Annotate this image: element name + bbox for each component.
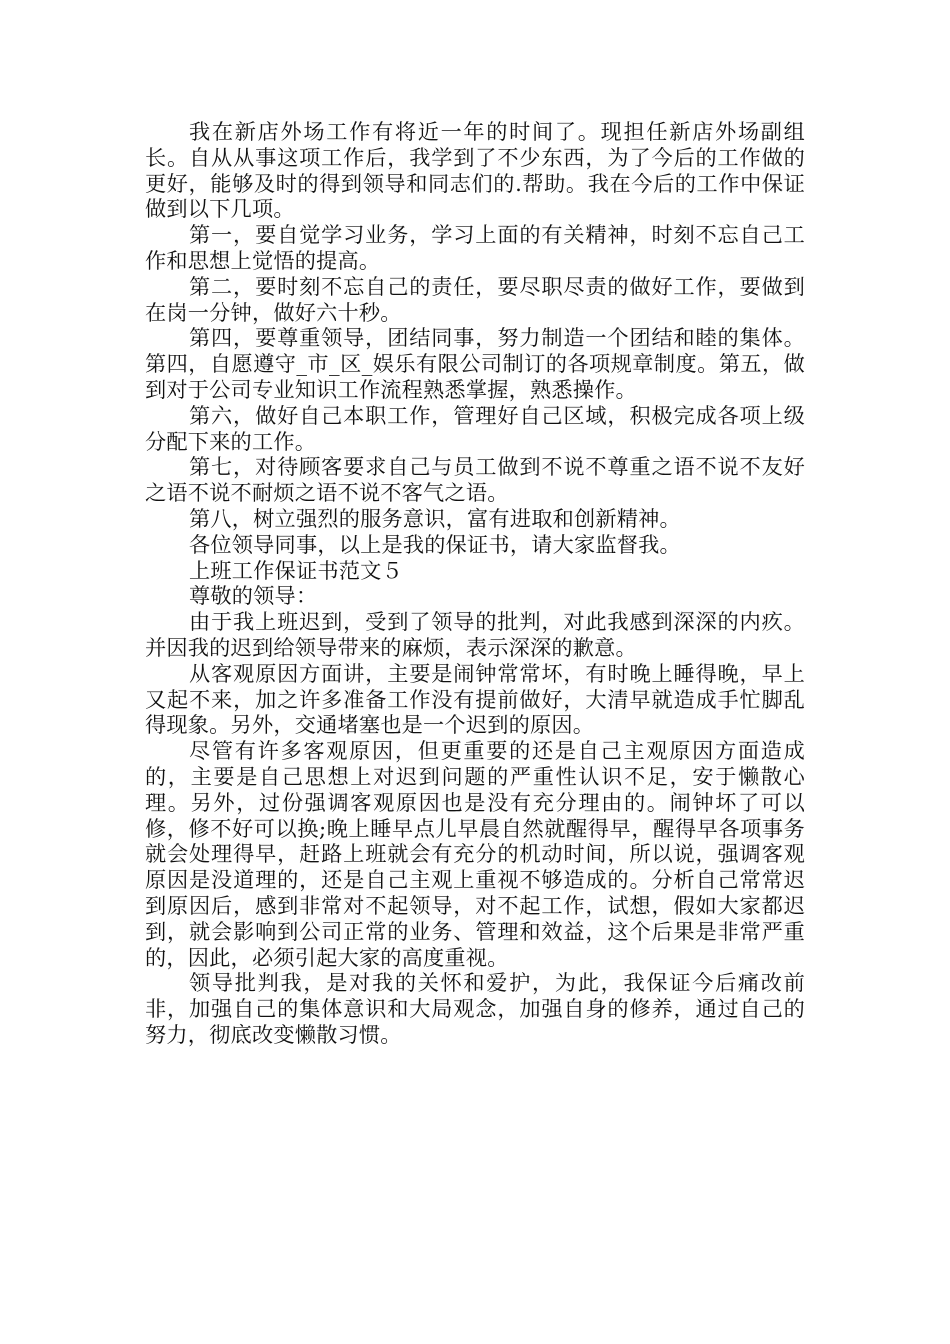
paragraph: 第八，树立强烈的服务意识，富有进取和创新精神。 [189,505,681,531]
section-title: 上班工作保证书范文５ [189,557,403,583]
paragraph: 各位领导同事，以上是我的保证书，请大家监督我。 [189,531,681,557]
paragraph: 由于我上班迟到，受到了领导的批判，对此我感到深深的内疚。并因我的迟到给领导带来的麻烦，表示深深的歉意。 [145,609,805,660]
paragraph: 第二，要时刻不忘自己的责任，要尽职尽责的做好工作，要做到在岗一分钟，做好六十秒。 [145,273,805,325]
paragraph: 领导批判我，是对我的关怀和爱护，为此，我保证今后痛改前非，加强自己的集体意识和大局观念，加强自身的修养，通过自己的努力，彻底改变懒散习惯。 [145,970,805,1047]
paragraph: 尽管有许多客观原因，但更重要的还是自己主观原因方面造成的，主要是自己思想上对迟到问题的严重性认识不足，安于懒散心理。另外，过份强调客观原因也是没有充分理由的。闹钟坏了可以修，修不好可以换;晚上睡早点儿早晨自然就醒得早，醒得早各项事务就会处理得早，赶路上班就会有充分的机动时间，所以说，强调客观原因是没道理的，还是自己主观上重视不够造成的。分析自己常常迟到原因后，感到非常对不起领导，对不起工作，试想，假如大家都迟到，就会影响到公司正常的业务、管理和效益，这个后果是非常严重的，因此，必须引起大家的高度重视。 [145,738,805,970]
document-body [145,119,805,1048]
paragraph: 从客观原因方面讲，主要是闹钟常常坏，有时晚上睡得晚，早上又起不来，加之许多准备工作没有提前做好，大清早就造成手忙脚乱得现象。另外，交通堵塞也是一个迟到的原因。 [145,660,805,738]
paragraph: 我在新店外场工作有将近一年的时间了。现担任新店外场副组长。自从从事这项工作后，我学到了不少东西，为了今后的工作做的更好，能够及时的得到领导和同志们的.帮助。我在今后的工作中保证做到以下几项。 [145,119,805,222]
paragraph: 第四，要尊重领导，团结同事，努力制造一个团结和睦的集体。第四，自愿遵守_市_区_娱乐有限公司制订的各项规章制度。第五，做到对于公司专业知识工作流程熟悉掌握，熟悉操作。 [145,325,805,402]
paragraph: 第六，做好自己本职工作，管理好自己区域，积极完成各项上级分配下来的工作。 [145,402,805,454]
salutation: 尊敬的领导： [189,583,318,609]
paragraph: 第七，对待顾客要求自己与员工做到不说不尊重之语不说不友好之语不说不耐烦之语不说不客气之语。 [145,454,805,506]
paragraph: 第一，要自觉学习业务，学习上面的有关精神，时刻不忘自己工作和思想上觉悟的提高。 [145,222,805,273]
